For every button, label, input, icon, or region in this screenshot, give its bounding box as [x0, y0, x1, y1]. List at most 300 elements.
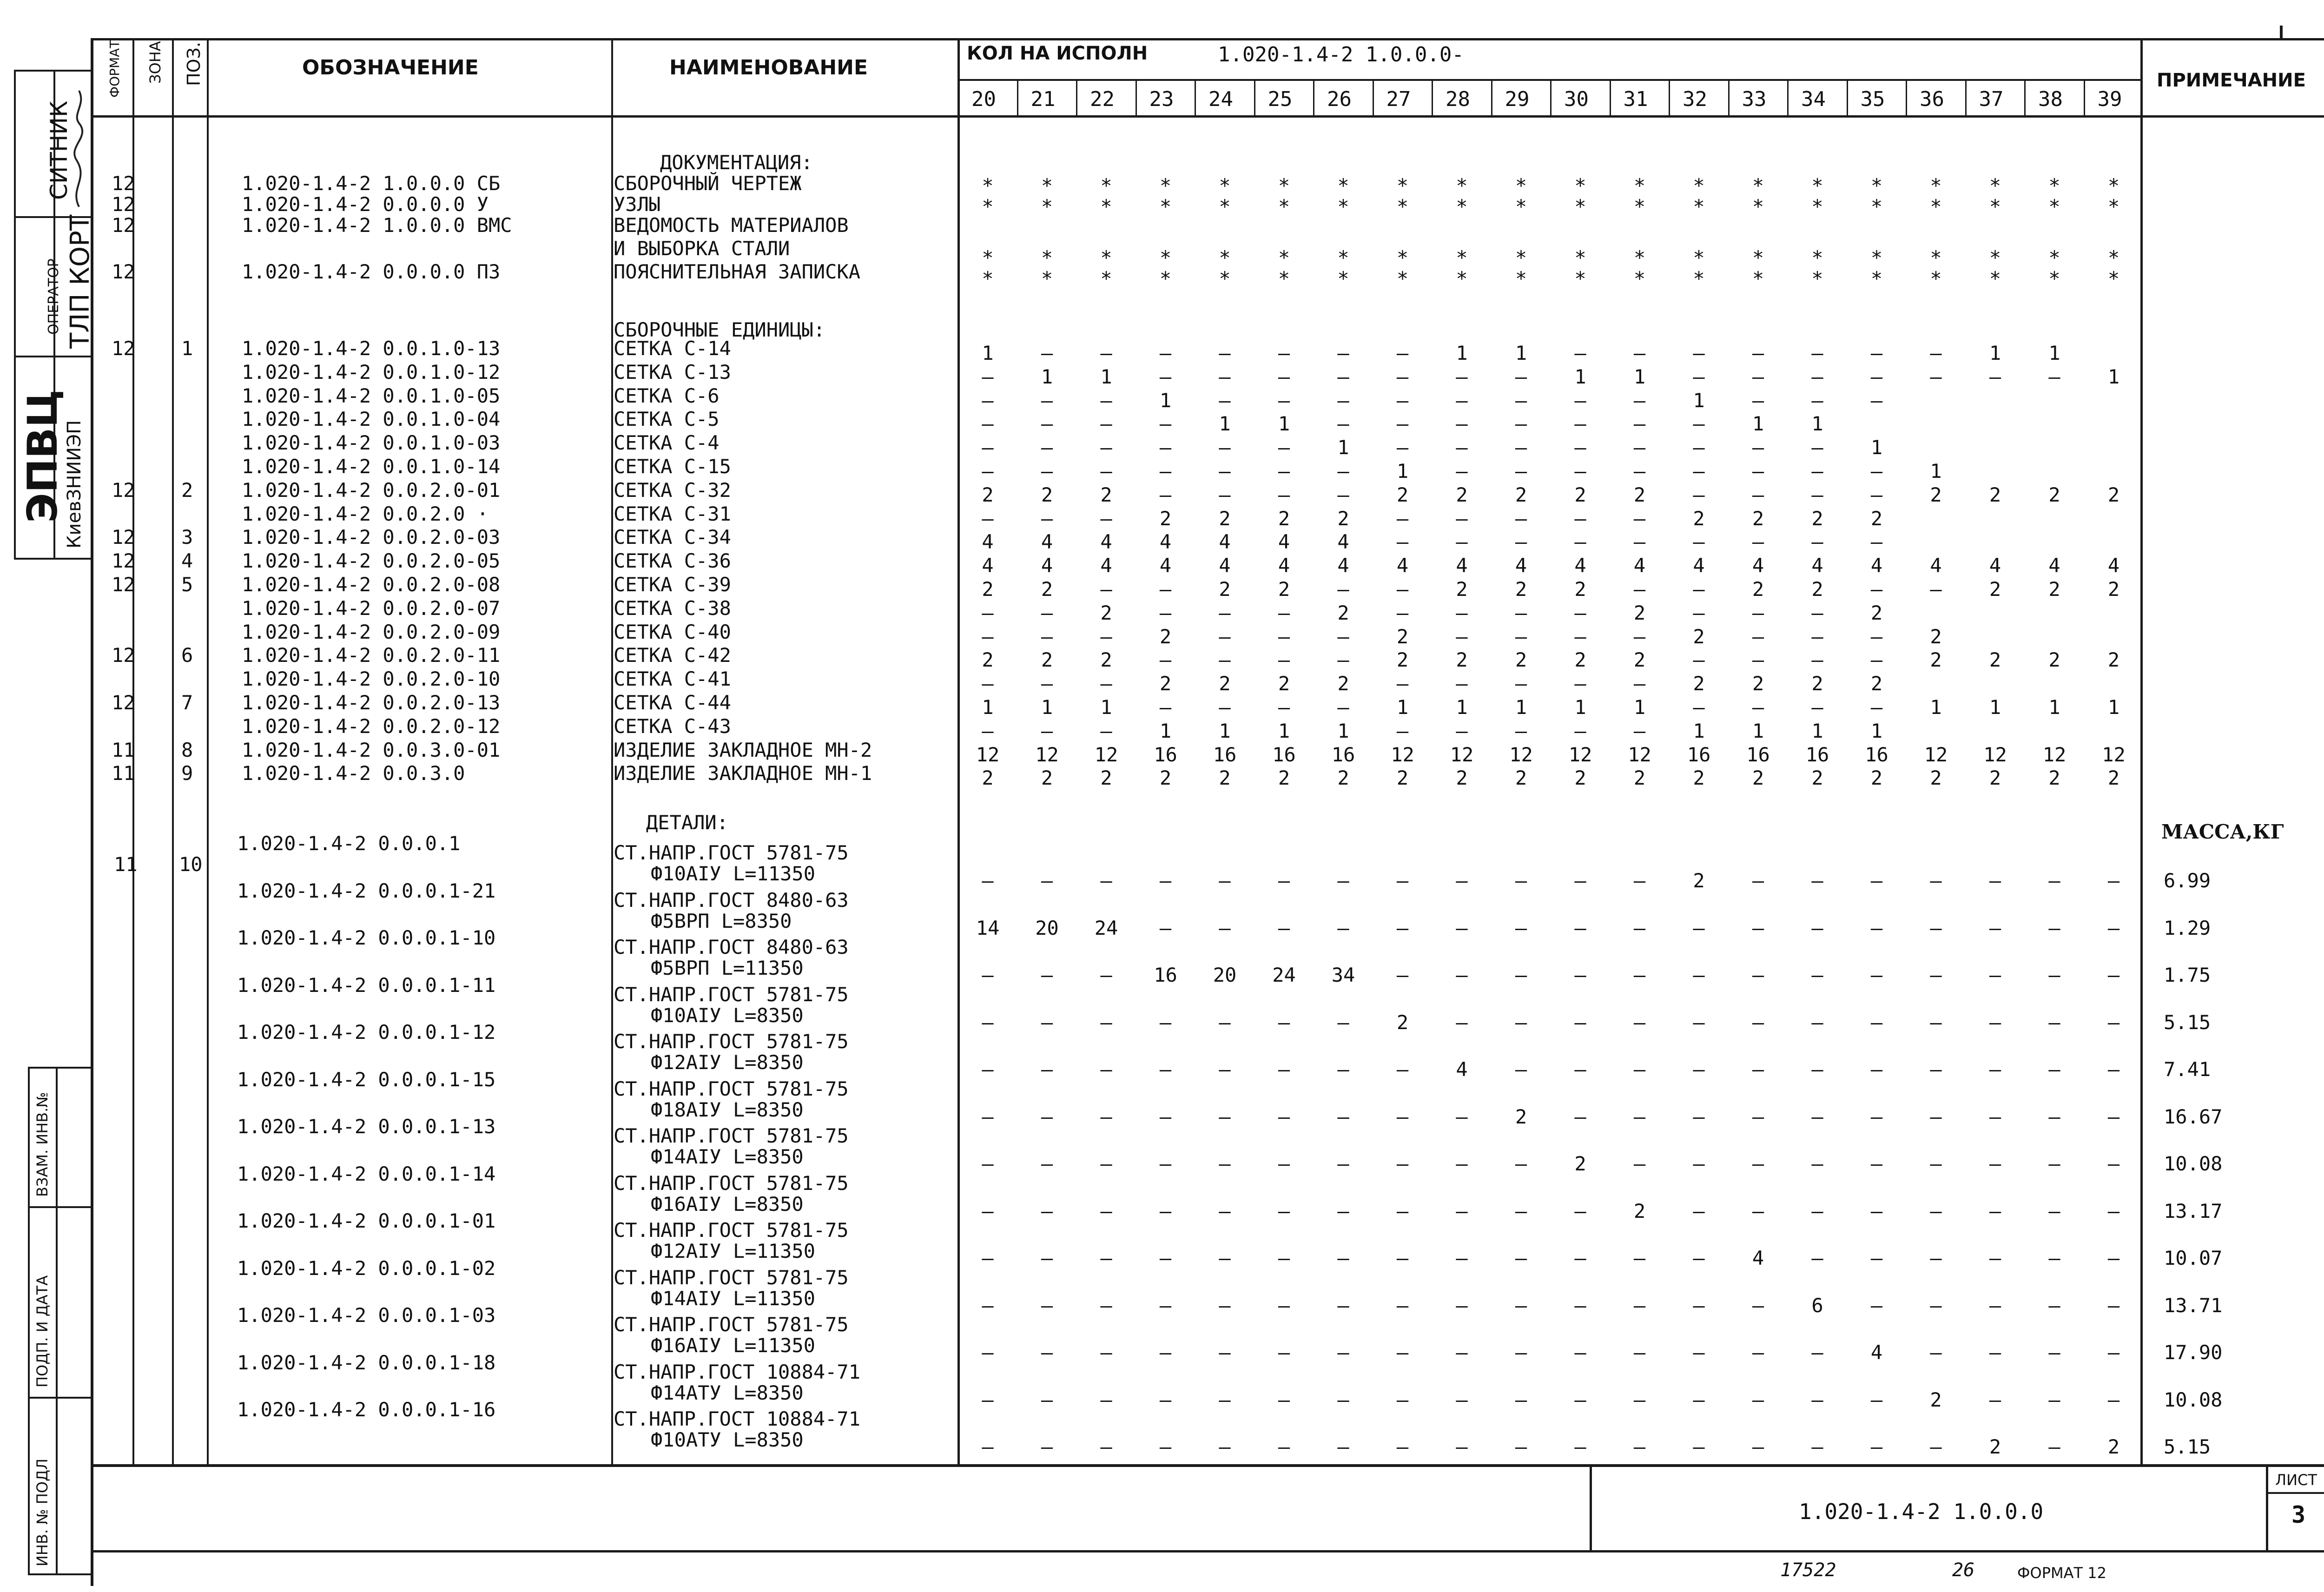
qty-cell: 2	[1930, 766, 1942, 790]
qty-cell: 2	[2107, 1435, 2120, 1458]
row-designation: 1.020-1.4-2 0.0.1.0-14	[242, 455, 501, 478]
qty-cell: –	[1278, 389, 1290, 412]
row-position: 2	[181, 478, 193, 502]
qty-cell: –	[1041, 1435, 1053, 1458]
qty-cell: –	[1811, 1247, 1823, 1269]
qty-cell: –	[2048, 1388, 2060, 1411]
qty-cell: –	[1278, 1388, 1290, 1411]
qty-cell: –	[1219, 648, 1231, 672]
qty-cell: –	[1159, 1435, 1172, 1458]
qty-cell: 2	[1396, 625, 1409, 648]
row-position: 5	[181, 573, 193, 596]
qty-cell: 2	[1100, 766, 1112, 790]
qty-cell: 1	[982, 696, 994, 719]
qty-cell: –	[1693, 530, 1705, 554]
qty-cell: 2	[2048, 648, 2060, 672]
qty-cell: 4	[2107, 554, 2120, 577]
row-name: СБОРОЧНЫЙ ЧЕРТЕЖ	[614, 172, 802, 195]
qty-cell: 2	[982, 578, 994, 601]
qty-cell: 1	[1159, 389, 1172, 412]
stamp-top	[91, 1550, 2324, 1552]
qty-cell: 2	[1278, 507, 1290, 530]
qty-cell: –	[1396, 389, 1409, 412]
qty-cell: –	[1811, 648, 1823, 672]
qty-cell: 2	[1041, 483, 1053, 506]
detail-designation: 1.020-1.4-2 0.0.0.1-12	[237, 1021, 496, 1044]
section-details: ДЕТАЛИ:	[646, 811, 729, 834]
qty-cell: –	[1515, 1011, 1527, 1034]
row-designation: 1.020-1.4-2 0.0.0.0 У	[242, 193, 489, 216]
qty-cell: –	[1041, 1388, 1053, 1411]
qty-cell: *	[1456, 246, 1468, 269]
detail-size: Ф14АТУ L=8350	[651, 1381, 804, 1404]
qty-cell: –	[1456, 964, 1468, 986]
detail-size: Ф18АIУ L=8350	[651, 1098, 804, 1121]
qty-cell: –	[1278, 625, 1290, 648]
detail-designation: 1.020-1.4-2 0.0.0.1-16	[237, 1398, 496, 1421]
qty-cell: 2	[1396, 483, 1409, 506]
qty-cell: 16	[1687, 743, 1711, 766]
qty-cell: –	[1515, 1435, 1527, 1458]
qty-cell: –	[1515, 719, 1527, 742]
qty-cell: –	[1456, 530, 1468, 554]
qty-cell: *	[1870, 267, 1883, 290]
qty-cell: –	[1633, 869, 1646, 892]
section-documentation: ДОКУМЕНТАЦИЯ:	[660, 151, 813, 174]
qty-cell: *	[1041, 246, 1053, 269]
qty-cell: *	[982, 195, 994, 218]
detail-name: СТ.НАПР.ГОСТ 5781-75	[614, 1219, 849, 1242]
qty-cell: –	[1633, 1247, 1646, 1269]
row-position: 8	[181, 738, 193, 761]
qty-cell: 2	[1041, 578, 1053, 601]
detail-mass: 10.07	[2164, 1247, 2223, 1269]
column-head: 20	[971, 87, 996, 111]
detail-mass: 10.08	[2164, 1388, 2223, 1411]
row-format: 12	[112, 193, 135, 216]
qty-cell: –	[982, 964, 994, 986]
qty-cell: –	[1633, 1058, 1646, 1081]
qty-cell: –	[1574, 1435, 1586, 1458]
sitnik-label: СИТНИК	[46, 100, 73, 200]
qty-cell: –	[1041, 869, 1053, 892]
qty-cell: *	[1574, 267, 1586, 290]
qty-cell: 2	[1337, 672, 1349, 695]
qty-cell: –	[982, 365, 994, 388]
qty-cell: –	[2107, 1294, 2120, 1317]
qty-cell: *	[982, 174, 994, 197]
qty-cell: –	[1515, 507, 1527, 530]
qty-cell: –	[1870, 1011, 1883, 1034]
qty-cell: *	[1159, 267, 1172, 290]
qty-cell: –	[1159, 601, 1172, 624]
qty-cell: –	[1337, 1011, 1349, 1034]
qty-cell: 2	[1456, 766, 1468, 790]
row-designation: 1.020-1.4-2 0.0.2.0-05	[242, 549, 501, 573]
row-format: 12	[112, 172, 135, 195]
qty-cell: 4	[1278, 554, 1290, 577]
qty-cell: –	[982, 389, 994, 412]
row-name: СЕТКА С-6	[614, 384, 720, 407]
detail-size: Ф16АIУ L=8350	[651, 1192, 804, 1215]
detail-name: СТ.НАПР.ГОСТ 5781-75	[614, 1124, 849, 1147]
qty-cell: 4	[1337, 530, 1349, 554]
qty-cell: 16	[1154, 743, 1177, 766]
detail-designation: 1.020-1.4-2 0.0.0.1-01	[237, 1209, 496, 1232]
qty-cell: –	[1337, 389, 1349, 412]
detail-designation: 1.020-1.4-2 0.0.0.1-15	[237, 1068, 496, 1091]
qty-cell: –	[1989, 1058, 2001, 1081]
qty-cell: –	[982, 1341, 994, 1364]
header-poz: ПОЗ.	[184, 42, 204, 86]
detail-designation: 1.020-1.4-2 0.0.0.1-10	[237, 926, 496, 949]
qty-cell: *	[2048, 195, 2060, 218]
qty-cell: –	[1574, 530, 1586, 554]
header-naimenovanie: НАИМЕНОВАНИЕ	[669, 56, 868, 79]
column-head: 28	[1446, 87, 1470, 111]
qty-cell: –	[1278, 365, 1290, 388]
qty-cell: –	[1100, 436, 1112, 459]
row-name: УЗЛЫ	[614, 193, 661, 216]
qty-cell: –	[1396, 601, 1409, 624]
qty-cell: –	[1456, 1435, 1468, 1458]
qty-cell: –	[1633, 1011, 1646, 1034]
qty-cell: 2	[1574, 1152, 1586, 1175]
qty-cell: *	[1811, 174, 1823, 197]
qty-cell: 2	[1396, 1011, 1409, 1034]
qty-cell: –	[1811, 389, 1823, 412]
qty-cell: 2	[1515, 648, 1527, 672]
qty-cell: 20	[1213, 964, 1237, 986]
qty-cell: *	[1633, 267, 1646, 290]
qty-cell: –	[1041, 1011, 1053, 1034]
qty-cell: –	[1752, 530, 1764, 554]
qty-cell: –	[1396, 1058, 1409, 1081]
qty-cell: –	[1574, 916, 1586, 939]
qty-cell: –	[1456, 436, 1468, 459]
detail-size: Ф10АIУ L=8350	[651, 1004, 804, 1027]
qty-cell: *	[1574, 246, 1586, 269]
qty-cell: –	[1396, 1388, 1409, 1411]
qty-cell: *	[1930, 267, 1942, 290]
qty-cell: –	[982, 1294, 994, 1317]
qty-cell: –	[1041, 1341, 1053, 1364]
qty-cell: *	[1633, 246, 1646, 269]
qty-cell: 16	[1272, 743, 1296, 766]
qty-cell: –	[1811, 365, 1823, 388]
column-head: 35	[1860, 87, 1885, 111]
qty-cell: *	[2107, 267, 2120, 290]
qty-cell: 2	[1752, 578, 1764, 601]
detail-mass: 17.90	[2164, 1341, 2223, 1364]
qty-cell: –	[1811, 483, 1823, 506]
section-assembly: СБОРОЧНЫЕ ЕДИНИЦЫ:	[614, 318, 825, 341]
qty-cell: –	[1219, 696, 1231, 719]
qty-cell: –	[1989, 1152, 2001, 1175]
column-head: 31	[1623, 87, 1648, 111]
qty-cell: 24	[1094, 916, 1118, 939]
qty-cell: 1	[1396, 460, 1409, 482]
qty-cell: *	[1041, 174, 1053, 197]
qty-cell: 1	[1633, 696, 1646, 719]
qty-cell: 1	[1337, 719, 1349, 742]
qty-cell: 1	[1515, 342, 1527, 364]
row-designation: 1.020-1.4-2 0.0.1.0-13	[242, 337, 501, 360]
qty-cell: *	[1396, 195, 1409, 218]
qty-cell: –	[1574, 1388, 1586, 1411]
qty-cell: –	[1989, 1341, 2001, 1364]
qty-cell: *	[1870, 174, 1883, 197]
qty-cell: –	[1219, 1199, 1231, 1222]
qty-cell: –	[1278, 1294, 1290, 1317]
tlp-label: ТЛП КОРТ	[65, 214, 95, 349]
qty-cell: –	[1515, 964, 1527, 986]
qty-cell: –	[1693, 648, 1705, 672]
qty-cell: –	[2107, 964, 2120, 986]
qty-cell: *	[1219, 246, 1231, 269]
qty-cell: –	[1693, 1388, 1705, 1411]
qty-cell: –	[1752, 964, 1764, 986]
row-name: СЕТКА С-40	[614, 620, 731, 643]
row-format: 12	[112, 644, 135, 667]
qty-cell: –	[1752, 1152, 1764, 1175]
qty-cell: –	[2107, 1058, 2120, 1081]
qty-cell: –	[1219, 1058, 1231, 1081]
qty-cell: 2	[2107, 578, 2120, 601]
column-head: 38	[2038, 87, 2063, 111]
qty-cell: 2	[1693, 672, 1705, 695]
qty-cell: *	[1693, 267, 1705, 290]
qty-cell: –	[1456, 1152, 1468, 1175]
qty-cell: *	[1278, 246, 1290, 269]
qty-cell: –	[1633, 1294, 1646, 1317]
qty-cell: –	[1693, 1435, 1705, 1458]
qty-cell: –	[982, 1152, 994, 1175]
detail-size: Ф10АIУ L=11350	[651, 862, 816, 885]
header-kol: КОЛ НА ИСПОЛН	[967, 43, 1148, 64]
qty-cell: –	[2107, 1199, 2120, 1222]
qty-cell: –	[1159, 436, 1172, 459]
qty-cell: 4	[1870, 1341, 1883, 1364]
qty-cell: 1	[1456, 696, 1468, 719]
column-head: 26	[1327, 87, 1352, 111]
qty-cell: *	[1633, 174, 1646, 197]
qty-cell: –	[1100, 1058, 1112, 1081]
qty-cell: 2	[1633, 483, 1646, 506]
row-designation: 1.020-1.4-2 1.0.0.0 ВМС	[242, 214, 512, 237]
qty-cell: 34	[1331, 964, 1355, 986]
row-name: ПОЯСНИТЕЛЬНАЯ ЗАПИСКА	[614, 260, 861, 283]
detail-designation: 1.020-1.4-2 0.0.0.1-14	[237, 1162, 496, 1185]
qty-cell: –	[1219, 342, 1231, 364]
qty-cell: –	[1752, 601, 1764, 624]
org-name: ЭПВЦ	[19, 390, 66, 523]
row-designation: 1.020-1.4-2 0.0.1.0-03	[242, 431, 501, 455]
qty-cell: –	[1574, 1294, 1586, 1317]
row-position: 3	[181, 526, 193, 549]
qty-cell: –	[1337, 1388, 1349, 1411]
row-format: 12	[112, 691, 135, 714]
qty-cell: 2	[1456, 578, 1468, 601]
column-head: 39	[2097, 87, 2122, 111]
qty-cell: *	[2048, 267, 2060, 290]
qty-cell: 1	[1278, 719, 1290, 742]
qty-cell: 2	[1278, 766, 1290, 790]
qty-cell: 12	[1450, 743, 1474, 766]
qty-cell: –	[1752, 1388, 1764, 1411]
qty-cell: *	[1278, 267, 1290, 290]
qty-cell: 16	[1331, 743, 1355, 766]
qty-cell: 2	[1811, 766, 1823, 790]
qty-cell: –	[1100, 1435, 1112, 1458]
qty-cell: –	[1396, 916, 1409, 939]
qty-cell: *	[1870, 246, 1883, 269]
qty-cell: 2	[982, 483, 994, 506]
qty-cell: –	[1159, 412, 1172, 436]
qty-cell: *	[1811, 195, 1823, 218]
qty-cell: –	[1574, 1341, 1586, 1364]
row-format: 12	[112, 260, 135, 283]
qty-cell: 2	[1811, 507, 1823, 530]
frame-bottom	[91, 1464, 2324, 1467]
qty-cell: –	[1811, 1105, 1823, 1128]
qty-cell: –	[2048, 1247, 2060, 1269]
qty-cell: –	[1633, 719, 1646, 742]
qty-cell: –	[1574, 869, 1586, 892]
qty-cell: 1	[1870, 436, 1883, 459]
qty-cell: –	[1100, 964, 1112, 986]
qty-cell: *	[1930, 195, 1942, 218]
qty-cell: 2	[1515, 483, 1527, 506]
qty-cell: 2	[982, 766, 994, 790]
qty-cell: –	[1456, 412, 1468, 436]
qty-cell: –	[1930, 964, 1942, 986]
qty-cell: 12	[1391, 743, 1414, 766]
qty-cell: –	[1633, 436, 1646, 459]
qty-cell: 2	[1159, 766, 1172, 790]
qty-cell: –	[1752, 1011, 1764, 1034]
qty-cell: 1	[1041, 365, 1053, 388]
qty-cell: *	[1870, 195, 1883, 218]
qty-cell: –	[2048, 1058, 2060, 1081]
qty-cell: 1	[1456, 342, 1468, 364]
qty-cell: –	[1633, 389, 1646, 412]
qty-cell: –	[1396, 869, 1409, 892]
qty-cell: *	[1515, 267, 1527, 290]
row-name: СЕТКА С-14	[614, 337, 731, 360]
qty-cell: *	[1159, 174, 1172, 197]
qty-cell: –	[1159, 869, 1172, 892]
qty-cell: –	[1159, 1199, 1172, 1222]
detail-designation: 1.020-1.4-2 0.0.0.1-18	[237, 1351, 496, 1374]
qty-cell: *	[1337, 246, 1349, 269]
qty-cell: –	[1870, 578, 1883, 601]
details-format: 11	[114, 853, 138, 876]
row-designation: 1.020-1.4-2 0.0.3.0-01	[242, 738, 501, 761]
column-head: 34	[1801, 87, 1826, 111]
qty-cell: –	[1811, 696, 1823, 719]
qty-cell: 2	[1870, 766, 1883, 790]
qty-cell: –	[982, 869, 994, 892]
qty-cell: –	[1811, 1341, 1823, 1364]
qty-cell: 2	[2048, 766, 2060, 790]
qty-cell: –	[1041, 1247, 1053, 1269]
row-position: 7	[181, 691, 193, 714]
qty-cell: –	[1041, 672, 1053, 695]
qty-cell: 2	[1930, 1388, 1942, 1411]
detail-mass: 6.99	[2164, 869, 2211, 892]
qty-cell: 1	[1219, 719, 1231, 742]
qty-cell: –	[1633, 412, 1646, 436]
qty-cell: 2	[1870, 672, 1883, 695]
row-format: 12	[112, 337, 135, 360]
column-head: 23	[1149, 87, 1174, 111]
qty-cell: –	[1930, 1152, 1942, 1175]
qty-cell: 4	[1337, 554, 1349, 577]
qty-cell: –	[1396, 507, 1409, 530]
header-doc-code: 1.020-1.4-2 1.0.0.0-	[1218, 43, 1464, 66]
qty-cell: –	[1870, 1105, 1883, 1128]
qty-cell: *	[1337, 267, 1349, 290]
qty-cell: *	[1515, 174, 1527, 197]
detail-name: СТ.НАПР.ГОСТ 5781-75	[614, 841, 849, 864]
qty-cell: 1	[1396, 696, 1409, 719]
qty-cell: –	[1219, 460, 1231, 482]
qty-cell: *	[1219, 195, 1231, 218]
qty-cell: –	[1989, 869, 2001, 892]
qty-cell: 4	[1456, 1058, 1468, 1081]
vzam-label: ВЗАМ. ИНВ.№	[33, 1092, 51, 1197]
qty-cell: –	[1278, 1105, 1290, 1128]
qty-cell: –	[1337, 1435, 1349, 1458]
qty-cell: 12	[2102, 743, 2126, 766]
qty-cell: *	[2107, 174, 2120, 197]
qty-cell: –	[1100, 1105, 1112, 1128]
qty-cell: –	[1456, 507, 1468, 530]
qty-cell: –	[1041, 1152, 1053, 1175]
details-poz: 10	[179, 853, 203, 876]
qty-cell: –	[1159, 696, 1172, 719]
qty-cell: –	[1870, 1388, 1883, 1411]
row-designation: 1.020-1.4-2 0.0.2.0 ·	[242, 502, 489, 525]
org-subname: КиевЗНИИЭП	[64, 420, 85, 548]
qty-cell: *	[1752, 267, 1764, 290]
row-format: 12	[112, 573, 135, 596]
qty-cell: *	[1989, 246, 2001, 269]
qty-cell: –	[1456, 1247, 1468, 1269]
qty-cell: 2	[1159, 507, 1172, 530]
qty-cell: *	[1396, 246, 1409, 269]
qty-cell: 2	[1811, 672, 1823, 695]
qty-cell: 1	[2048, 342, 2060, 364]
qty-cell: –	[1337, 1341, 1349, 1364]
row-name: И ВЫБОРКА СТАЛИ	[614, 237, 790, 260]
qty-cell: 12	[1568, 743, 1592, 766]
qty-cell: –	[1219, 1105, 1231, 1128]
qty-cell: 1	[1989, 696, 2001, 719]
qty-cell: –	[1989, 365, 2001, 388]
qty-cell: –	[1041, 342, 1053, 364]
qty-cell: –	[2048, 1105, 2060, 1128]
qty-cell: –	[1693, 1294, 1705, 1317]
row-name: СЕТКА С-5	[614, 408, 720, 431]
qty-cell: –	[1752, 869, 1764, 892]
qty-cell: *	[2048, 174, 2060, 197]
qty-cell: –	[1396, 1435, 1409, 1458]
qty-cell: 2	[2107, 766, 2120, 790]
qty-cell: 2	[1930, 648, 1942, 672]
qty-cell: –	[1752, 436, 1764, 459]
